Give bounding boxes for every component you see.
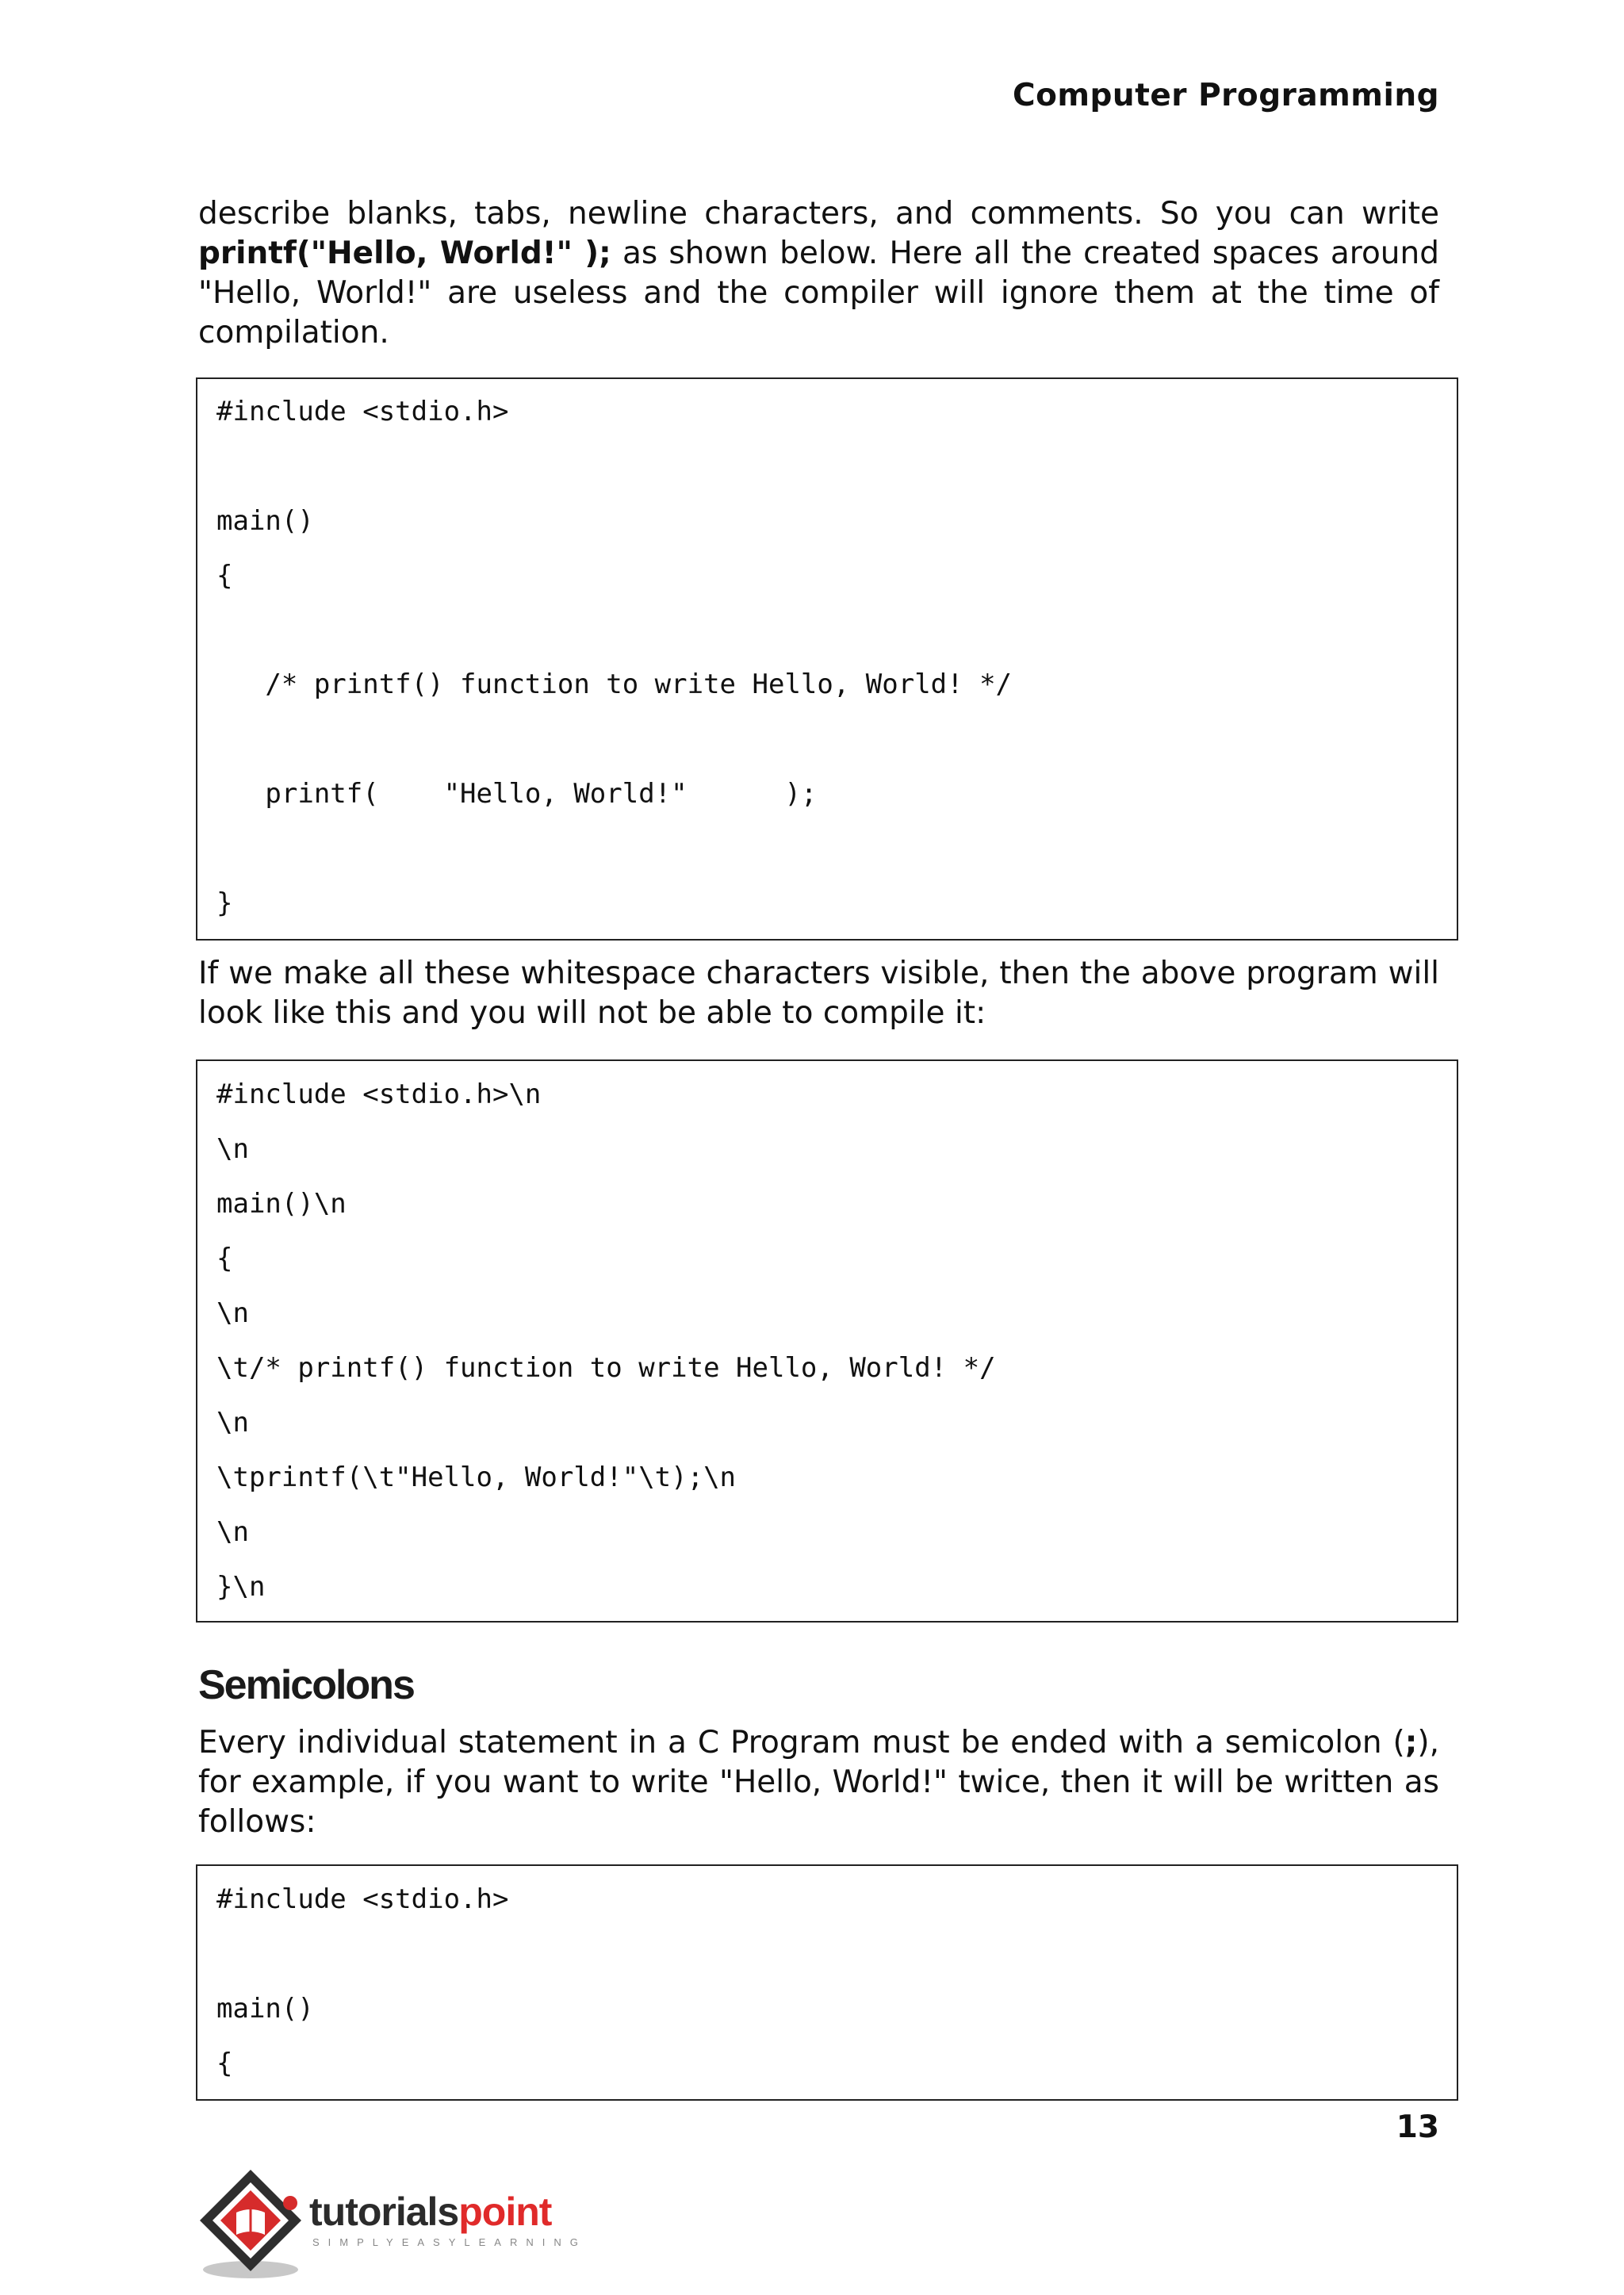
semicolon-text-before: Every individual statement in a C Program must be ended with a semicolon ( [198,1725,1405,1761]
intro-text-after: as shown below. Here all the created spaces around "Hello, World!" are useless and the compiler will ignore them at the time of compilation. [198,236,1439,351]
code-block-2 [196,1059,1458,1623]
intro-text-before: describe blanks, tabs, newline characters, and comments. So you can write [198,196,1439,232]
code-block-1 [196,377,1458,941]
code-line: main() [216,1993,314,2025]
code-line: #include <stdio.h>\n [216,1079,542,1110]
code-line: \n [216,1133,249,1165]
code-line: \t/* printf() function to write Hello, World! */ [216,1352,996,1384]
code-line: /* printf() function to write Hello, World! */ [216,669,1013,700]
semicolon-paragraph [198,1723,1439,1842]
intro-inline-code: printf("Hello, World!" ); [198,236,611,271]
logo-word-tutorials: tutorials [309,2190,459,2234]
semicolon-text-after: ), for example, if you want to write "Hello, World!" twice, then it will be written as follows: [198,1725,1439,1840]
publisher-logo [197,2165,593,2284]
code-line: { [216,2048,233,2079]
logo-wordmark [309,2189,551,2235]
code-line: #include <stdio.h> [216,1883,509,1915]
section-heading: Semicolons [198,1662,414,1708]
code-line: main()\n [216,1188,347,1220]
code-line: { [216,560,233,592]
whitespace-paragraph: If we make all these whitespace characters visible, then the above program will look like this and you will not be able to compile it: [198,956,1439,1031]
code-line: { [216,1243,233,1274]
logo-tagline: SIMPLYEASYLEARNING [312,2236,587,2248]
logo-emblem-icon [197,2165,308,2284]
page-number: 13 [1396,2109,1439,2145]
code-line: } [216,887,233,919]
code-line: \n [216,1516,249,1548]
code-line: main() [216,505,314,537]
code-line: #include <stdio.h> [216,396,509,427]
code-line: printf( "Hello, World!" ); [216,778,818,810]
code-line: \tprintf(\t"Hello, World!"\t);\n [216,1462,737,1493]
running-header: Computer Programming [1012,78,1439,113]
code-block-3 [196,1864,1458,2101]
logo-word-point: point [458,2190,552,2234]
code-line: \n [216,1297,249,1329]
intro-paragraph [198,194,1439,353]
code-line: \n [216,1407,249,1439]
semicolon-inline-code: ; [1404,1725,1418,1761]
code-line: }\n [216,1571,266,1603]
